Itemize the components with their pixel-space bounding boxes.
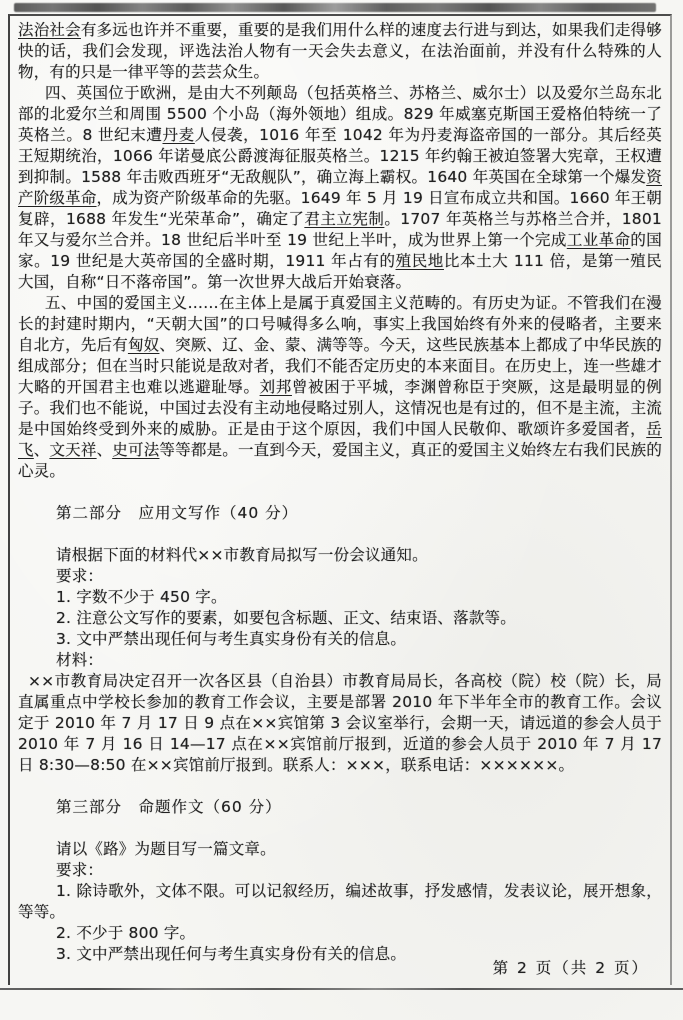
paragraph (18, 650, 662, 671)
scan-artifact-band (14, 3, 656, 12)
page-number: 第 2 页（共 2 页） (492, 959, 649, 977)
text-run: 要求： (56, 861, 104, 879)
text-run: 材料： (56, 651, 104, 669)
text-run: 四、英国位于欧洲，是由大不列颠岛（包括英格兰、苏格兰、威尔士）以及爱尔兰岛东北部的北爱尔兰和周围 5500 个小岛（海外领地）组成。829 年威塞克斯国王爱格伯特统一了英格兰。8 世纪末遭 (18, 84, 662, 144)
text-run: 2. 不少于 800 字。 (56, 924, 196, 942)
blank-line (18, 524, 662, 545)
blank-line (18, 776, 662, 797)
text-run: 、 (33, 441, 50, 459)
text-run: 2. 注意公文写作的要素，如要包含标题、正文、结束语、落款等。 (56, 609, 516, 627)
underlined-term: 岳飞 (18, 420, 662, 459)
text-run: 3. 文中严禁出现任何与考生真实身份有关的信息。 (56, 945, 407, 963)
paragraph (18, 608, 662, 629)
underlined-term: 君主立宪制 (304, 210, 385, 228)
paragraph (18, 545, 662, 566)
underlined-term: 工业革命 (566, 231, 631, 249)
paragraph (18, 20, 662, 83)
underlined-term: 匈奴 (127, 336, 160, 354)
paragraph (18, 566, 662, 587)
underlined-term: 资产阶级革命 (18, 168, 662, 207)
paragraph (18, 860, 662, 881)
paragraph (18, 629, 662, 650)
section-heading (18, 503, 662, 524)
section-heading (18, 797, 662, 818)
text-run: ，成为资产阶级革命的先驱。1649 年 5 月 19 日宣布成立共和国。1660 年王朝复辟，1688 年发生“光荣革命”，确定了 (18, 189, 662, 228)
underlined-term: 文天祥 (49, 441, 97, 459)
text-run: 要求： (56, 567, 104, 585)
text-run: 五、中国的爱国主义……在主体上是属于真爱国主义范畴的。有历史为证。不管我们在漫长的封建时期内，“天朝大国”的口号喊得多么响，事实上我国始终有外来的侵略者，主要来自北方，先后有 (18, 294, 662, 354)
text-run: 等等都是。一直到今天，爱国主义，真正的爱国主义始终左右我们民族的心灵。 (18, 441, 663, 480)
underlined-term: 史可法 (112, 441, 160, 459)
text-run: 比本土大 111 倍，是第一殖民大国，自称“日不落帝国”。第一次世界大战后开始衰落。 (18, 252, 662, 291)
text-run: 请根据下面的材料代××市教育局拟写一份会议通知。 (56, 546, 428, 564)
bottom-scan-line (0, 988, 683, 990)
text-run: 人侵袭，1016 年至 1042 年为丹麦海盗帝国的一部分。其后经英王短期统治，1066 年诺曼底公爵渡海征服英格兰。1215 年约翰王被迫签署大宪章，王权遭到抑制。1588 年击败西班牙“无敌舰队”，确立海上霸权。1640 年英国在全球第一个爆发 (18, 126, 662, 186)
underlined-term: 法治社会 (18, 21, 81, 39)
text-run: 曾被困于平城，李渊曾称臣于突厥，这是最明显的例子。我们也不能说，中国过去没有主动地侵略过别人，这情况也是有过的，但不是主流，主流是中国始终受到外来的威胁。正是由于这个原因，我们中国人民敬仰、歌颂许多爱国者， (18, 378, 663, 438)
text-run: 1. 除诗歌外，文体不限。可以记叙经历，编述故事，抒发感情，发表议论，展开想象，等等。 (18, 882, 662, 921)
document-body (18, 20, 662, 965)
text-run: 、 (96, 441, 113, 459)
underlined-term: 丹麦 (162, 126, 195, 144)
text-run: 1. 字数不少于 450 字。 (56, 588, 227, 606)
paragraph (18, 839, 662, 860)
underlined-term: 殖民地 (395, 252, 444, 270)
underlined-term: 刘邦 (259, 378, 292, 396)
paragraph (18, 923, 662, 944)
text-run: 第三部分 命题作文（60 分） (56, 798, 282, 816)
paragraph (18, 587, 662, 608)
text-run: 第二部分 应用文写作（40 分） (56, 504, 299, 522)
paragraph (18, 671, 662, 776)
text-run: 请以《路》为题目写一篇文章。 (56, 840, 276, 858)
text-run: ××市教育局决定召开一次各区县（自治县）市教育局局长，各高校（院）校（院）长，局直属重点中学校长参加的教育工作会议，主要是部署 2010 年下半年全市的教育工作。会议定于 2010 年 7 月 17 日 9 点在××宾馆第 3 会议室举行，会期一天，请远道的参会人员于 2010 年 7 月 16 日 14—17 点在××宾馆前厅报到，近道的参会人员于 2010 年 7 月 17 日 8:30—8:50 在××宾馆前厅报到。联系人：×××，联系电话：××××××。 (18, 672, 662, 774)
paragraph (18, 881, 662, 923)
blank-line (18, 818, 662, 839)
text-run: 有多远也许并不重要，重要的是我们用什么样的速度去行进与到达，如果我们走得够快的话，我们会发现，评选法治人物有一天会失去意义，在法治面前，并没有什么特殊的人物，有的只是一律平等的芸芸众生。 (18, 21, 662, 81)
text-run: 、突厥、辽、金、蒙、满等等。今天，这些民族基本上都成了中华民族的组成部分；但在当时只能说是敌对者，我们不能否定历史的本来面目。在历史上，连一些雄才大略的开国君主也难以逃避耻辱。 (18, 336, 662, 396)
text-run: 。1707 年英格兰与苏格兰合并，1801 年又与爱尔兰合并。18 世纪后半叶至 19 世纪上半叶，成为世界上第一个完成 (18, 210, 662, 249)
text-run: 的国家。19 世纪是大英帝国的全盛时期，1911 年占有的 (18, 231, 662, 270)
text-run: 3. 文中严禁出现任何与考生真实身份有关的信息。 (56, 630, 407, 648)
blank-line (18, 482, 662, 503)
paragraph (18, 83, 662, 293)
paragraph (18, 293, 662, 482)
